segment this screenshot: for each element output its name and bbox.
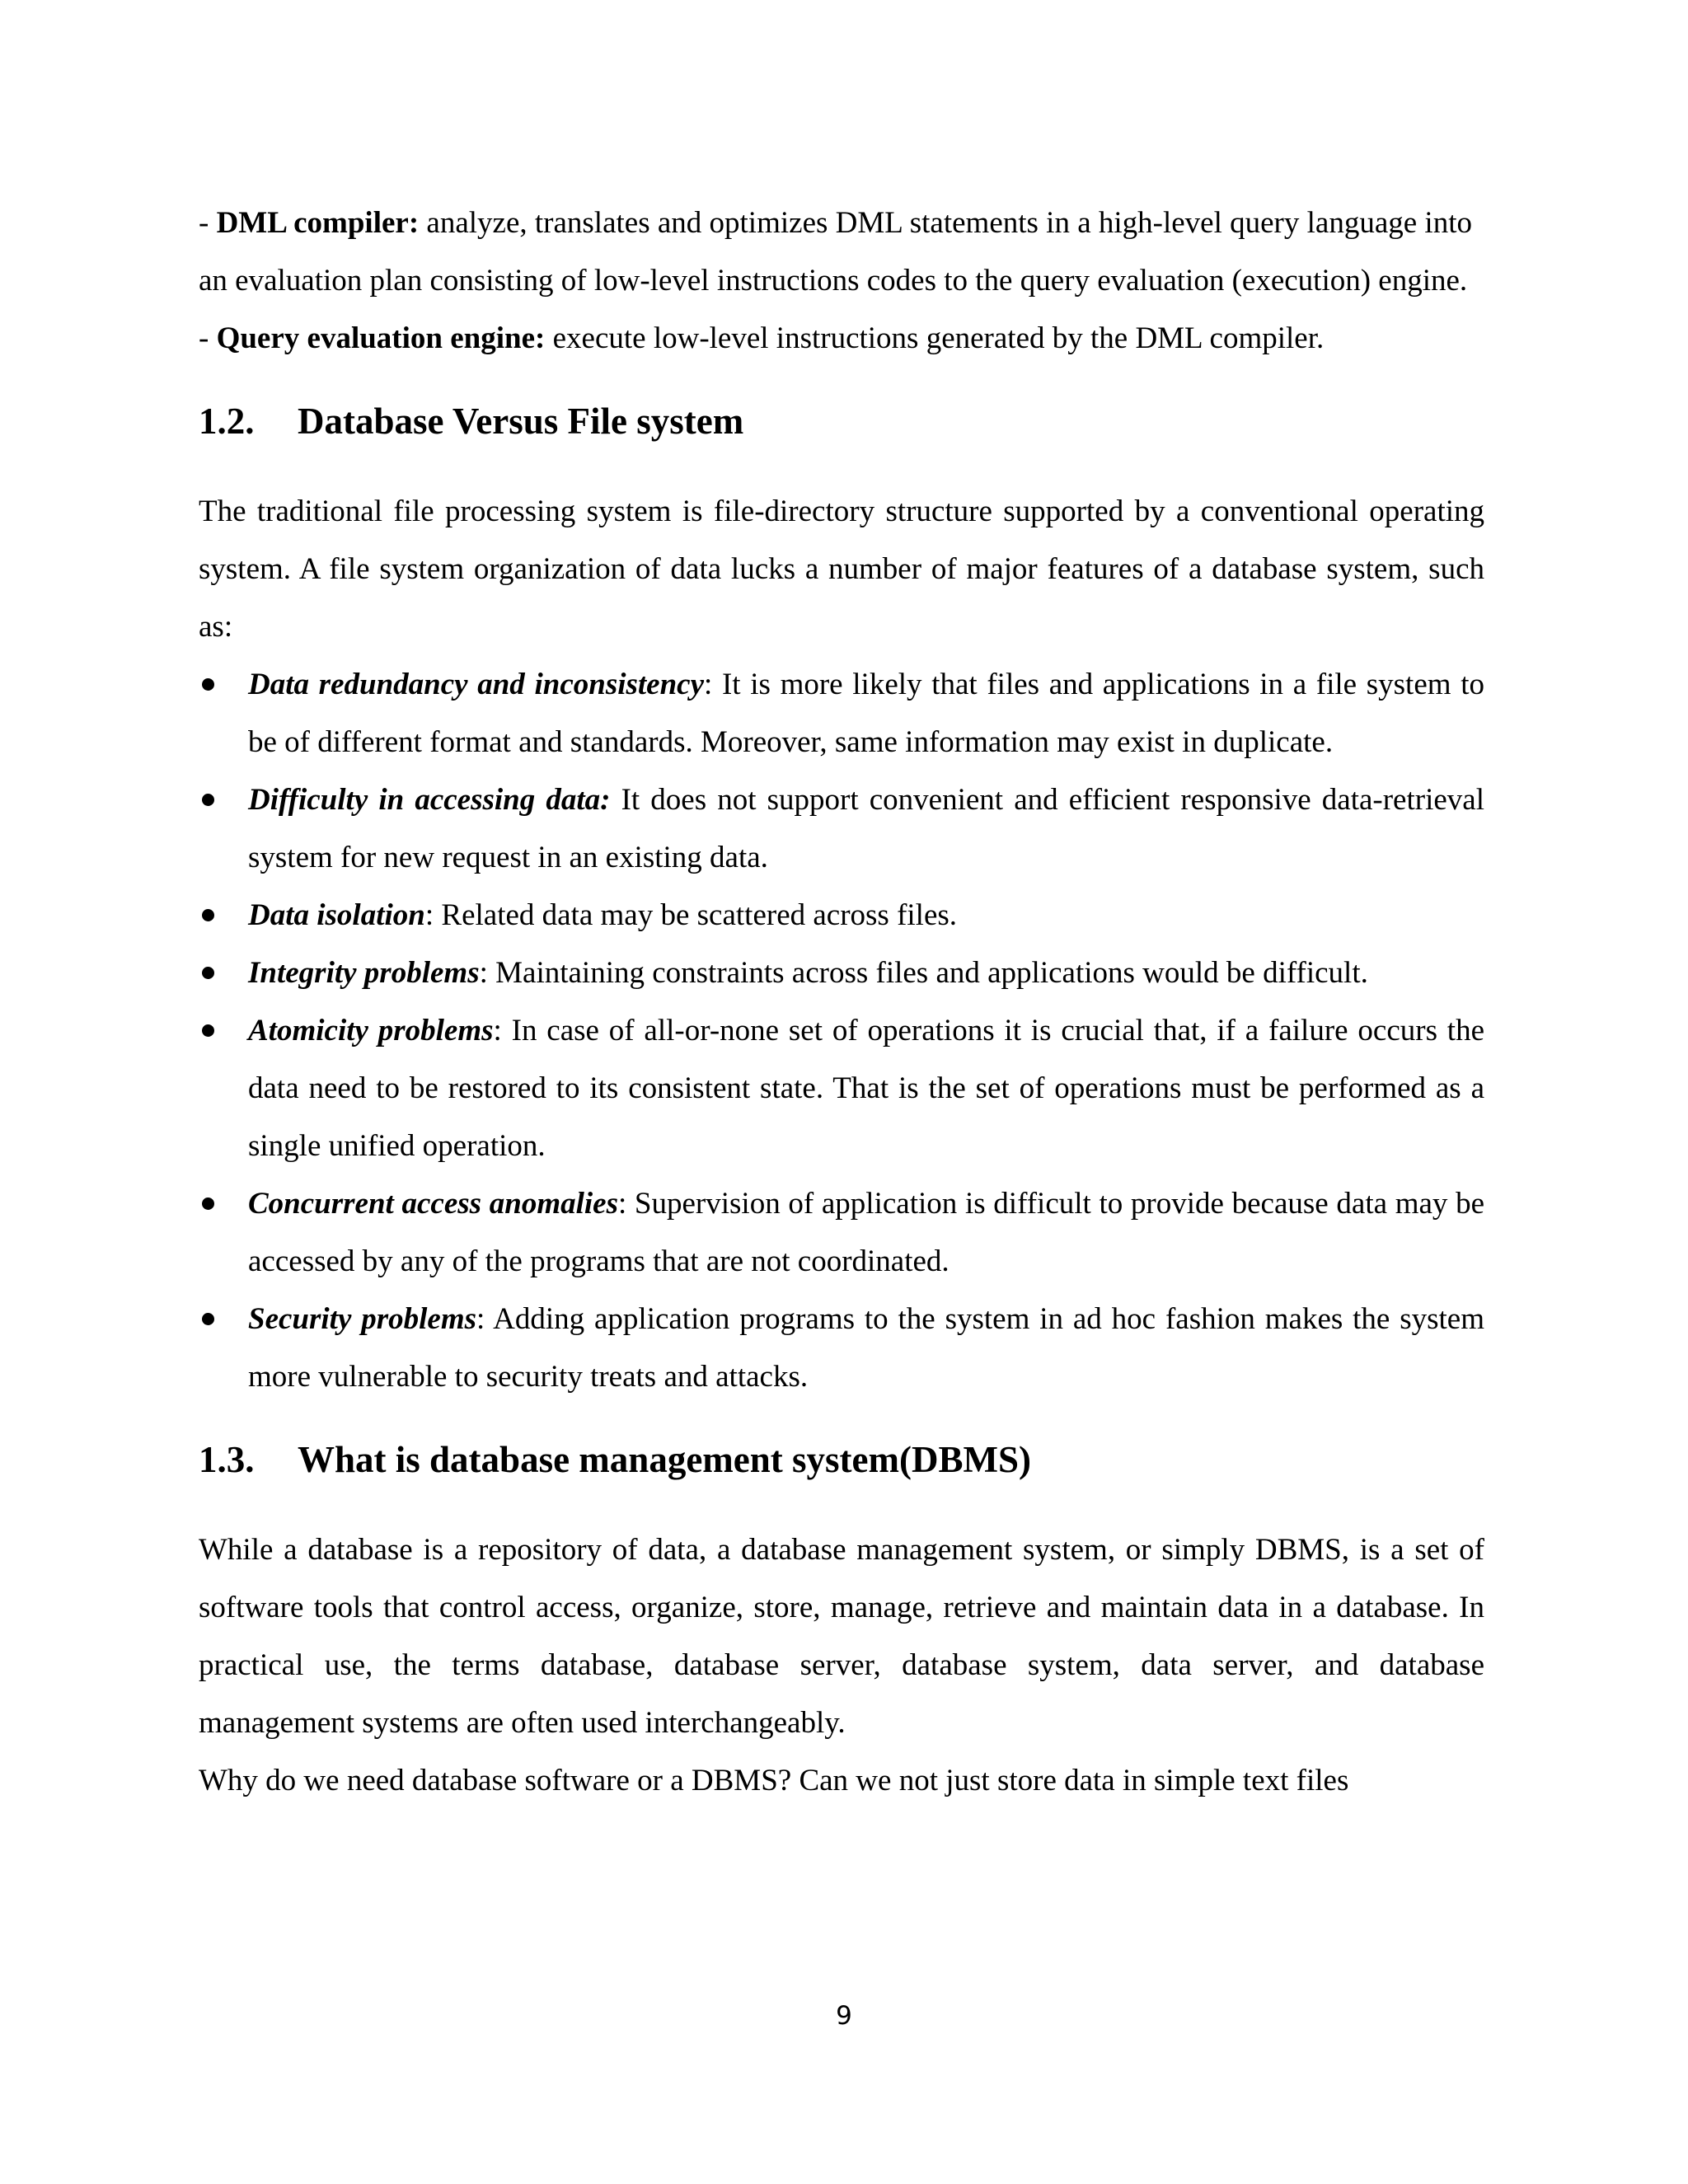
- section-1-3-paragraph-2: Why do we need database software or a DBMS? Can we not just store data in simple text files: [199, 1764, 1349, 1797]
- list-item-text: : In case of all-or-none set of operations it is crucial that, if a failure occurs the data need to be restored to its consistent state. That is the set of operations must be performed as a single unified operation.: [248, 1014, 1484, 1163]
- list-item-term: Concurrent access anomalies: [248, 1187, 618, 1221]
- bullet-icon: [202, 678, 214, 691]
- section-title: What is database management system(DBMS): [298, 1439, 1031, 1480]
- bullet-icon: [202, 1313, 214, 1325]
- section-1-2-intro: The traditional file processing system is file-directory structure supported by a conventional operating system. A file system organization of data lucks a number of major features of a database system, such as:: [199, 494, 1484, 644]
- list-item-text: : It is more likely that files and applications in a file system to be of different format and standards. Moreover, same information may exist in duplicate.: [248, 668, 1484, 759]
- section-1-3-paragraph: While a database is a repository of data, a database management system, or simply DBMS, is a set of software tools that control access, organize, store, manage, retrieve and maintain data in a database. In practical use, the terms database, database server, database system, data server, and database management systems are often used interchangeably.: [199, 1533, 1484, 1740]
- list-item-term: Atomicity problems: [248, 1014, 494, 1047]
- section-heading-1-2: [199, 392, 1484, 450]
- list-item-term: Security problems: [248, 1302, 477, 1336]
- definition-dash: -: [199, 321, 217, 355]
- section-heading-1-3: [199, 1431, 1484, 1488]
- list-item-text: : Related data may be scattered across files.: [424, 898, 958, 932]
- list-item: [199, 1002, 1484, 1175]
- definition-dash: -: [199, 206, 217, 240]
- list-item: [199, 1291, 1484, 1406]
- definition-dml-compiler: [199, 194, 1484, 310]
- list-item-term: Data redundancy and inconsistency: [248, 668, 705, 701]
- list-item: [199, 1175, 1484, 1291]
- list-item: [199, 656, 1484, 771]
- page-number: 9: [836, 2001, 852, 2031]
- definition-text: analyze, translates and optimizes DML statements in a high-level query language into an evaluation plan consisting of low-level instructions codes to the query evaluation (execution) engine.: [199, 206, 1472, 298]
- list-item-text: It does not support convenient and efficient responsive data-retrieval system for new request in an existing data.: [248, 783, 1484, 874]
- list-item-term: Data isolation: [248, 898, 425, 932]
- section-title: Database Versus File system: [298, 401, 744, 442]
- list-item-term: Integrity problems: [248, 956, 480, 990]
- bullet-icon: [202, 1024, 214, 1037]
- page-content: [199, 194, 1484, 1810]
- file-system-problems-list: [199, 656, 1484, 1406]
- section-number: 1.3.: [199, 1439, 255, 1480]
- definition-term: DML compiler:: [216, 206, 420, 240]
- list-item-term: Difficulty in accessing data:: [248, 783, 611, 817]
- bullet-icon: [202, 1197, 214, 1210]
- list-item: [199, 944, 1484, 1002]
- list-item-text: : Supervision of application is difficult to provide because data may be accessed by any of the programs that are not coordinated.: [248, 1187, 1484, 1278]
- definition-text: execute low-level instructions generated by the DML compiler.: [545, 321, 1325, 355]
- definition-query-evaluation-engine: [199, 310, 1484, 368]
- bullet-icon: [202, 967, 214, 979]
- bullet-icon: [202, 909, 214, 921]
- section-number: 1.2.: [199, 401, 255, 442]
- list-item-text: : Adding application programs to the system in ad hoc fashion makes the system more vulnerable to security treats and attacks.: [248, 1302, 1484, 1394]
- bullet-icon: [202, 794, 214, 806]
- list-item-text: : Maintaining constraints across files and applications would be difficult.: [479, 956, 1368, 990]
- list-item: [199, 887, 1484, 944]
- definition-term: Query evaluation engine:: [216, 321, 546, 355]
- list-item: [199, 771, 1484, 887]
